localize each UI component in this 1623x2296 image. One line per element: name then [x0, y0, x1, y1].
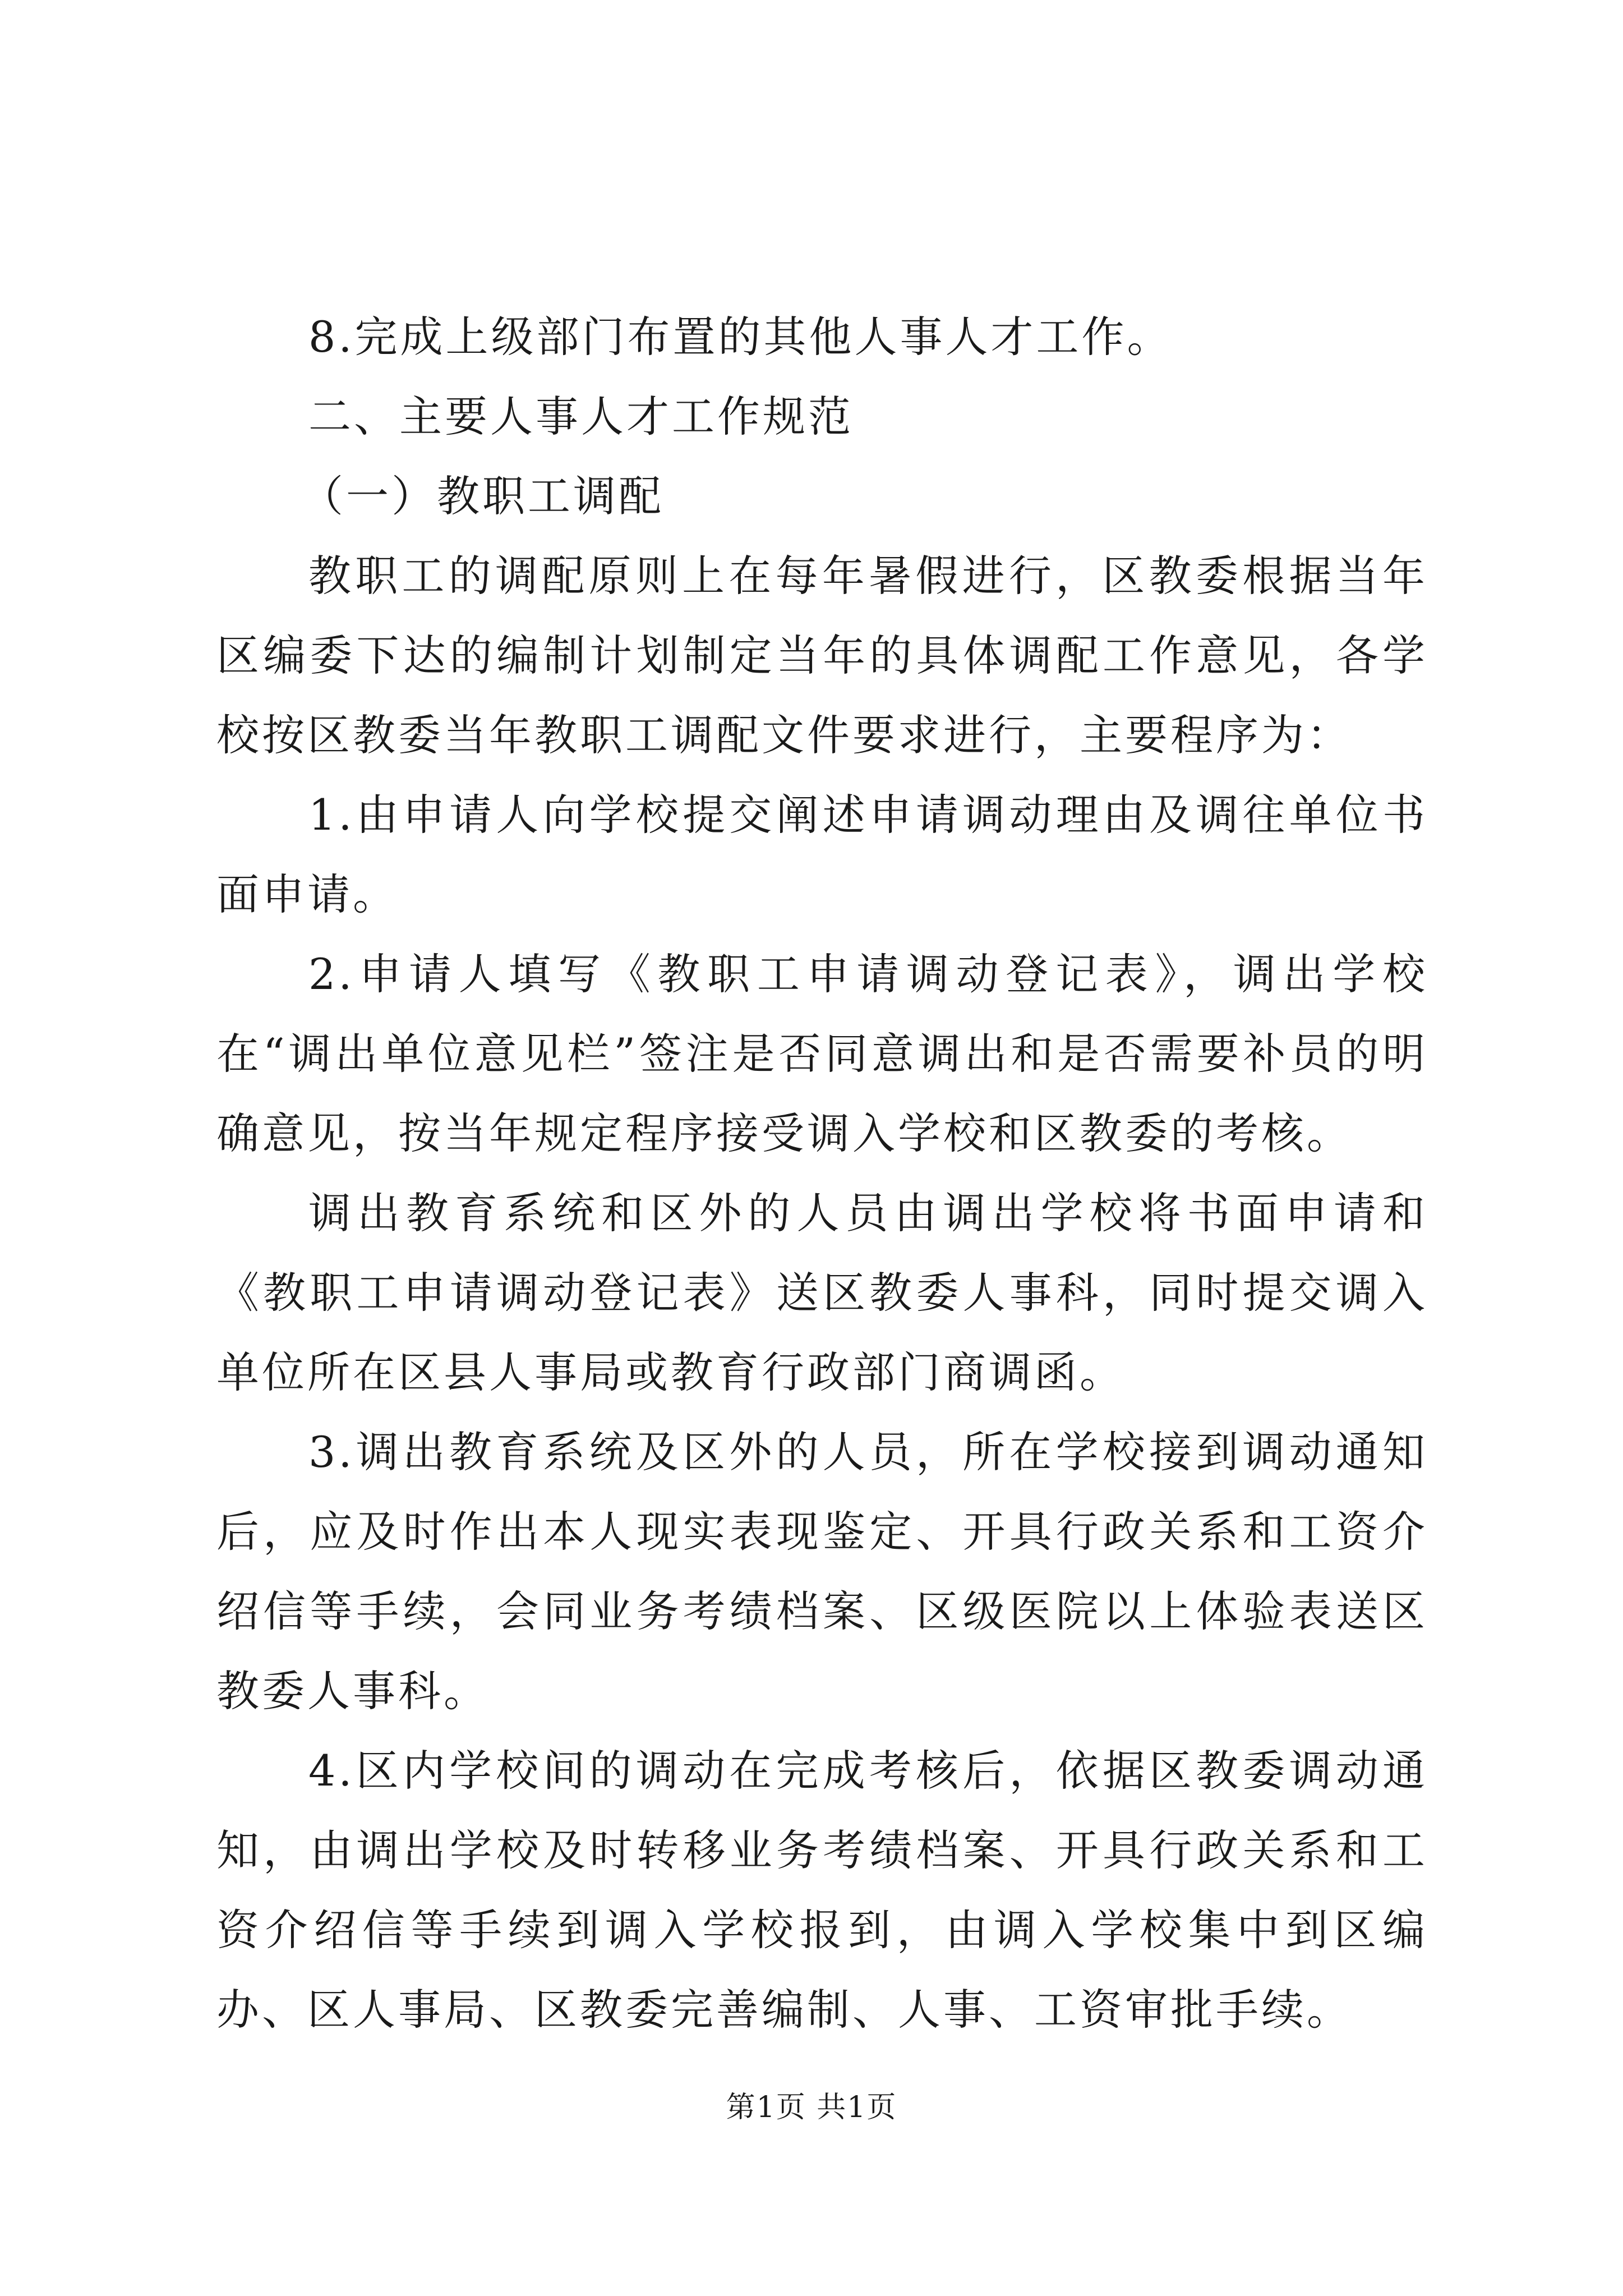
document-body — [216, 297, 1428, 2050]
procedure-step-2: 2.申请人填写《教职工申请调动登记表》，调出学校在“调出单位意见栏”签注是否同意调出和是否需要补员的明确意见，按当年规定程序接受调入学校和区教委的考核。 — [216, 949, 1428, 1158]
section-heading: 二、主要人事人才工作规范 — [308, 392, 854, 441]
page-number: 第1页 共1页 — [726, 2091, 897, 2124]
subsection-heading: （一）教职工调配 — [301, 471, 664, 521]
procedure-note: 调出教育系统和区外的人员由调出学校将书面申请和《教职工申请调动登记表》送区教委人事科，同时提交调入单位所在区县人事局或教育行政部门商调函。 — [216, 1188, 1428, 1397]
list-item-8: 8.完成上级部门布置的其他人事人才工作。 — [308, 312, 1173, 362]
procedure-step-3: 3.调出教育系统及区外的人员，所在学校接到调动通知后，应及时作出本人现实表现鉴定、开具行政关系和工资介绍信等手续，会同业务考绩档案、区级医院以上体验表送区教委人事科。 — [216, 1427, 1428, 1716]
procedure-step-4: 4.区内学校间的调动在完成考核后，依据区教委调动通知，由调出学校及时转移业务考绩档案、开具行政关系和工资介绍信等手续到调入学校报到，由调入学校集中到区编办、区人事局、区教委完善编制、人事、工资审批手续。 — [216, 1746, 1428, 2035]
intro-paragraph: 教职工的调配原则上在每年暑假进行，区教委根据当年区编委下达的编制计划制定当年的具体调配工作意见，各学校按区教委当年教职工调配文件要求进行，主要程序为： — [216, 551, 1428, 760]
procedure-step-1: 1.由申请人向学校提交阐述申请调动理由及调往单位书面申请。 — [216, 790, 1428, 919]
